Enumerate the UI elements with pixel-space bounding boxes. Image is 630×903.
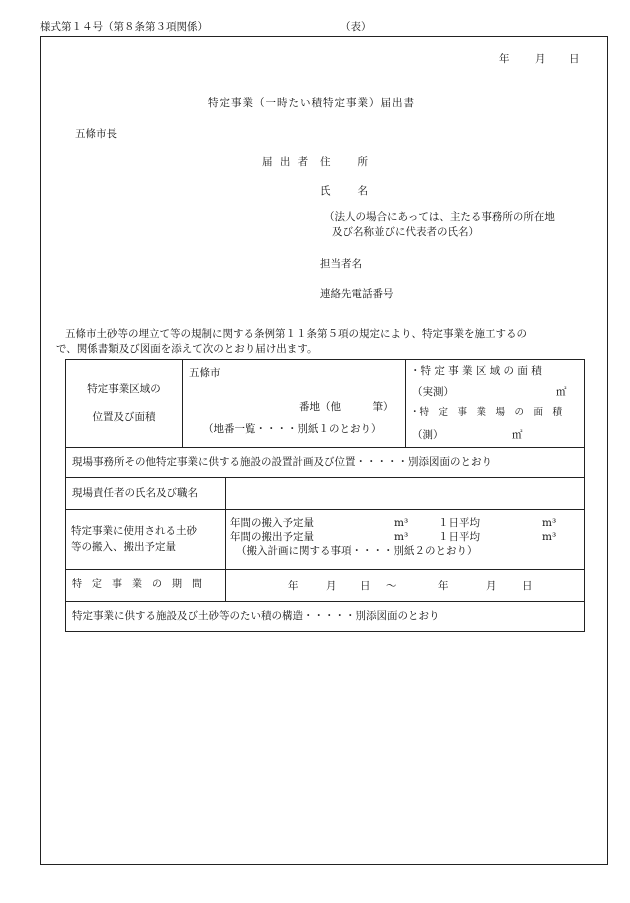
daily-in-unit: m³ [542,516,557,529]
site-manager-label: 現場責任者の氏名及び職名 [66,478,226,510]
soil-volume-label-line2: 等の搬入、搬出予定量 [71,541,176,553]
project-period-value-cell[interactable] [226,570,585,602]
site-area-sub: （実測） [412,385,454,398]
yard-area-label: ・特 定 事 業 場 の 面 積 [410,406,563,418]
site-area-label: ・特 定 事 業 区 域 の 面 積 [410,364,542,377]
contact-person-label: 担当者名 [320,258,362,270]
site-location-label-line1: 特定事業区域の [87,383,161,396]
site-city: 五條市 [189,366,221,379]
address-label: 住 所 [320,156,370,168]
site-lot-note: （地番一覧・・・・別紙１のとおり） [203,422,382,435]
site-manager-input[interactable] [226,478,585,510]
front-side-label: （表） [340,21,372,33]
site-location-label-cell [66,360,183,448]
row-soil-volume [66,510,585,570]
structure-cell: 特定事業に供する施設及び土砂等のたい積の構造・・・・・別添図面のとおり [66,602,585,632]
phone-label: 連絡先電話番号 [320,288,394,300]
date-day[interactable]: 日 [569,53,580,65]
row-structure [66,602,585,632]
annual-in-unit: m³ [394,516,409,529]
site-location-label-line2: 位置及び面積 [92,410,156,423]
site-lot-number: 番地（他 筆） [299,400,394,413]
annual-out-label: 年間の搬出予定量 [230,530,314,543]
applicant-label: 届 出 者 [262,156,311,168]
yard-area-sub: （測） [412,428,444,441]
row-facility-plan [66,448,585,478]
daily-out-unit: m³ [542,530,557,543]
yard-area-unit: ㎡ [512,428,523,441]
facility-plan-cell: 現場事務所その他特定事業に供する施設の設置計画及び位置・・・・・別添図面のとおり [66,448,585,478]
date-month[interactable]: 月 [535,53,546,65]
corporate-note-line1: （法人の場合にあっては、主たる事務所の所在地 [324,211,555,223]
addressee: 五條市長 [75,128,117,140]
soil-volume-label-cell [66,510,226,570]
project-period-label: 特 定 事 業 の 期 間 [66,570,226,602]
period-start-day: 日 [360,579,371,592]
site-area-unit: ㎡ [556,385,567,398]
daily-in-label: １日平均 [438,516,480,529]
annual-out-unit: m³ [394,530,409,543]
annual-in-label: 年間の搬入予定量 [230,516,314,529]
daily-out-label: １日平均 [438,530,480,543]
soil-volume-value-cell[interactable] [226,510,585,570]
row-site-manager [66,478,585,510]
corporate-note-line2: 及び名称並びに代表者の氏名） [332,226,479,238]
period-end-day: 日 [522,579,533,592]
period-end-month: 月 [486,579,497,592]
period-end-year: 年 [438,579,449,592]
site-location-value-cell[interactable] [183,360,406,448]
period-start-year: 年 [288,579,299,592]
soil-volume-label-line1: 特定事業に使用される土砂 [71,524,197,537]
form-table [65,359,585,632]
body-text-line2: で、関係書類及び図面を添えて次のとおり届け出ます。 [56,343,318,355]
site-area-cell[interactable] [406,360,585,448]
period-tilde: ～ [386,579,397,592]
row-site-location [66,360,585,448]
date-year[interactable]: 年 [499,53,510,65]
form-number-label: 様式第１４号（第８条第３項関係） [40,21,208,33]
transport-plan-note: （搬入計画に関する事項・・・・別紙２のとおり） [236,544,478,557]
name-label: 氏 名 [320,185,370,197]
period-start-month: 月 [326,579,337,592]
document-title: 特定事業（一時たい積特定事業）届出書 [208,97,415,109]
row-project-period [66,570,585,602]
body-text-line1: 五條市土砂等の埋立て等の規制に関する条例第１１条第５項の規定により、特定事業を施工するの [65,328,527,340]
